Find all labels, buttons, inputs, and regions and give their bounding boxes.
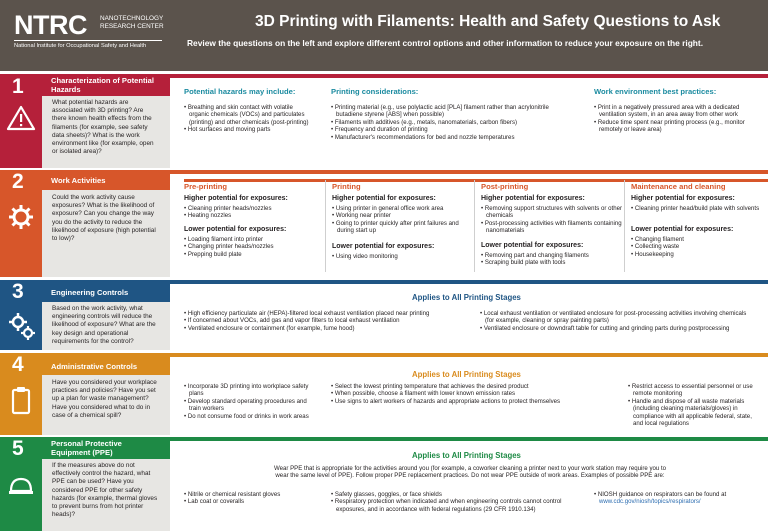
section-title: Work Activities	[51, 176, 106, 185]
list-item: • Housekeeping	[631, 251, 763, 258]
section-title: Administrative Controls	[51, 362, 138, 371]
list-item: • Changing filament	[631, 236, 763, 243]
section-title: Personal Protective Equipment (PPE)	[51, 439, 122, 457]
stage-title: Printing	[332, 182, 361, 191]
lower-label: Lower potential for exposures:	[481, 242, 584, 249]
list-item: • Do not consume food or drinks in work areas	[184, 413, 319, 420]
stages-title: Applies to All Printing Stages	[412, 451, 521, 460]
logo-subtitle: NANOTECHNOLOGY RESEARCH CENTER	[100, 15, 164, 30]
section-description: Have you considered your workplace practices and policies? Have you set up a plan for waste management? Have you considered what to do in case of a chemical spill?	[52, 379, 157, 419]
lower-list	[332, 253, 474, 260]
list-item: • Collecting waste	[631, 243, 763, 250]
lower-list	[631, 236, 763, 258]
list-item: • Ventilated enclosure or downdraft table for cutting and grinding parts during postprocessing	[480, 325, 748, 332]
column-divider	[474, 180, 475, 272]
list-item: • Ventilated enclosure or containment (for example, fume hood)	[184, 325, 474, 332]
ntrc-logo	[14, 10, 164, 49]
list-item: • Using printer in general office work area	[332, 205, 474, 212]
list-item: • When possible, choose a filament with lower known emission rates	[331, 390, 621, 397]
gears-icon	[6, 310, 36, 342]
list-item: • Reduce time spent near printing process (e.g., monitor remotely or leave area)	[594, 119, 759, 134]
higher-list	[332, 205, 474, 235]
list-item: • Cleaning printer heads/nozzles	[184, 205, 324, 212]
page-header	[0, 0, 768, 71]
list-item: • Filaments with additives (e.g., metals, nanomaterials, carbon fibers)	[331, 119, 556, 126]
stages-title: Applies to All Printing Stages	[412, 293, 521, 302]
column-divider	[325, 180, 326, 272]
lower-label: Lower potential for exposures:	[631, 226, 734, 233]
respirators-link[interactable]: www.cdc.gov/niosh/topics/respirators/	[599, 498, 701, 506]
higher-label: Higher potential for exposures:	[332, 195, 436, 202]
list-item: • Working near printer	[332, 212, 474, 219]
list-item: • Local exhaust ventilation or ventilated enclosure for post-processing activities involving chemicals (for example, cleaning or spray painting parts)	[480, 310, 748, 325]
list-item: • Incorporate 3D printing into workplace safety plans	[184, 383, 319, 398]
section-number: 1	[12, 75, 24, 98]
section-number: 2	[12, 170, 24, 193]
list-item: • Loading filament into printer	[184, 236, 324, 243]
ppe-list-col3	[594, 491, 759, 506]
col-title: Printing considerations:	[331, 87, 419, 96]
niosh-guidance-text: NIOSH guidance on respirators can be found at	[597, 491, 727, 498]
ppe-icon	[6, 471, 36, 501]
list-item: • Removing part and changing filaments	[481, 252, 623, 259]
admin-list-col2	[331, 383, 621, 405]
page-subtitle: Review the questions on the left and explore different control options and other information to reduce your exposure on the right.	[187, 38, 704, 48]
higher-list	[631, 205, 763, 212]
list-item: • Printing material (e.g., use polylactic acid [PLA] filament rather than acrylonitrile butadiene styrene [ABS] when possible)	[331, 104, 556, 119]
lower-label: Lower potential for exposures:	[332, 243, 435, 250]
list-item: • Removing support structures with solvents or other chemicals	[481, 205, 623, 220]
section-engineering-controls	[0, 280, 768, 350]
logo-org: National Institute for Occupational Safety and Health	[14, 43, 147, 49]
section-ppe	[0, 437, 768, 531]
list-item: • Select the lowest printing temperature that achieves the desired product	[331, 383, 621, 390]
higher-label: Higher potential for exposures:	[631, 195, 735, 202]
lower-list	[184, 236, 324, 258]
list-item: • Changing printer heads/nozzles	[184, 243, 324, 250]
section-title: Characterization of Potential Hazards	[51, 76, 154, 94]
logo-divider	[14, 40, 162, 41]
list-item: • Post-processing activities with filaments containing nanomaterials	[481, 220, 623, 235]
lower-list	[481, 252, 623, 267]
warning-triangle-icon	[6, 104, 36, 132]
list-item: • Heating nozzles	[184, 212, 324, 219]
list-item: • High efficiency particulate air (HEPA)-filtered local exhaust ventilation placed near printing	[184, 310, 474, 317]
col-title: Work environment best practices:	[594, 87, 717, 96]
section-work-activities	[0, 170, 768, 277]
section-number: 3	[12, 280, 24, 303]
lower-label: Lower potential for exposures:	[184, 226, 287, 233]
list-item: • Use signs to alert workers of hazards and appropriate actions to protect themselves	[331, 398, 621, 405]
list-item: • Lab coat or coveralls	[184, 498, 319, 505]
section-number: 4	[12, 353, 24, 376]
list-item: • Print in a negatively pressured area with a dedicated ventilation system, in an area away from other work	[594, 104, 759, 119]
stages-title: Applies to All Printing Stages	[412, 370, 521, 379]
printing-considerations-list	[331, 104, 556, 141]
logo-mark: NTRC	[14, 10, 87, 40]
list-item: • Going to printer quickly after print failures and during start up	[332, 220, 474, 235]
stage-title: Pre-printing	[184, 182, 228, 191]
list-item	[594, 491, 759, 506]
section-description: If the measures above do not effectively control the hazard, what PPE can be used? Have you considered PPE for other safety hazards (for example, thermal gloves to prevent burns from hot printer heads)?	[52, 462, 158, 519]
gear-hand-icon	[6, 202, 36, 232]
section-number: 5	[12, 437, 24, 460]
ppe-list-col1	[184, 491, 319, 506]
work-environment-list	[594, 104, 759, 134]
list-item: • Using video monitoring	[332, 253, 474, 260]
list-item: • Develop standard operating procedures and train workers	[184, 398, 319, 413]
list-item: • Frequency and duration of printing	[331, 126, 556, 133]
list-item: • Nitrile or chemical resistant gloves	[184, 491, 319, 498]
admin-list-col3	[628, 383, 762, 427]
list-item: • Manufacturer's recommendations for bed and nozzle temperatures	[331, 134, 556, 141]
ppe-intro: Wear PPE that is appropriate for the activities around you (for example, a coworker cleaning a printer next to your work station may require you to wear the same level of PPE). Follow proper PPE replacement practices. Do not wear PPE outside of work areas. Examples of possible PPE are:	[273, 465, 667, 480]
list-item: • Hot surfaces and moving parts	[184, 126, 314, 133]
engineering-list-right	[480, 310, 748, 332]
list-item: • Respiratory protection when indicated and when engineering controls cannot control exposures, and in accordance with federal regulations (29 CFR 1910.134)	[331, 498, 586, 513]
higher-label: Higher potential for exposures:	[184, 195, 288, 202]
section-title: Engineering Controls	[51, 288, 129, 297]
higher-label: Higher potential for exposures:	[481, 195, 585, 202]
page-title: 3D Printing with Filaments: Health and Safety Questions to Ask	[255, 13, 721, 30]
hazards-list	[184, 104, 314, 134]
ppe-list-col2	[331, 491, 586, 513]
stage-title: Maintenance and cleaning	[631, 182, 726, 191]
section-description: Based on the work activity, what engineering controls will reduce the likelihood of exposure? What are the key design and operational requirements for the control?	[52, 305, 156, 345]
list-item: • Safety glasses, goggles, or face shields	[331, 491, 586, 498]
engineering-list-left	[184, 310, 474, 332]
section-administrative-controls	[0, 353, 768, 435]
admin-list-col1	[184, 383, 319, 420]
list-item: • Breathing and skin contact with volatile organic chemicals (VOCs) and particulates (printing) and other chemicals (post-printing)	[184, 104, 314, 126]
list-item: • Cleaning printer head/build plate with solvents	[631, 205, 763, 212]
section-description: What potential hazards are associated with 3D printing? Are there known health effects from the filaments (for example, see safety data sheets)? What is the work environment like (for example, open or isolated area)?	[52, 99, 154, 156]
list-item: • Handle and dispose of all waste materials (including cleaning materials/gloves) in compliance with all applicable federal, state, and local regulations	[628, 398, 762, 428]
col-title: Potential hazards may include:	[184, 87, 296, 96]
list-item: • Scraping build plate with tools	[481, 259, 623, 266]
list-item: • Restrict access to essential personnel or use remote monitoring	[628, 383, 762, 398]
higher-list	[184, 205, 324, 220]
column-divider	[624, 180, 625, 272]
clipboard-icon	[6, 385, 36, 417]
list-item: • Prepping build plate	[184, 251, 324, 258]
higher-list	[481, 205, 623, 235]
section-description: Could the work activity cause exposures? What is the likelihood of exposure? Can you change the way you do the activity to reduce the likelihood of exposure (high potential to low)?	[52, 194, 156, 243]
section-hazards	[0, 74, 768, 168]
list-item: • If concerned about VOCs, add gas and vapor filters to local exhaust ventilation	[184, 317, 474, 324]
stage-title: Post-printing	[481, 182, 529, 191]
